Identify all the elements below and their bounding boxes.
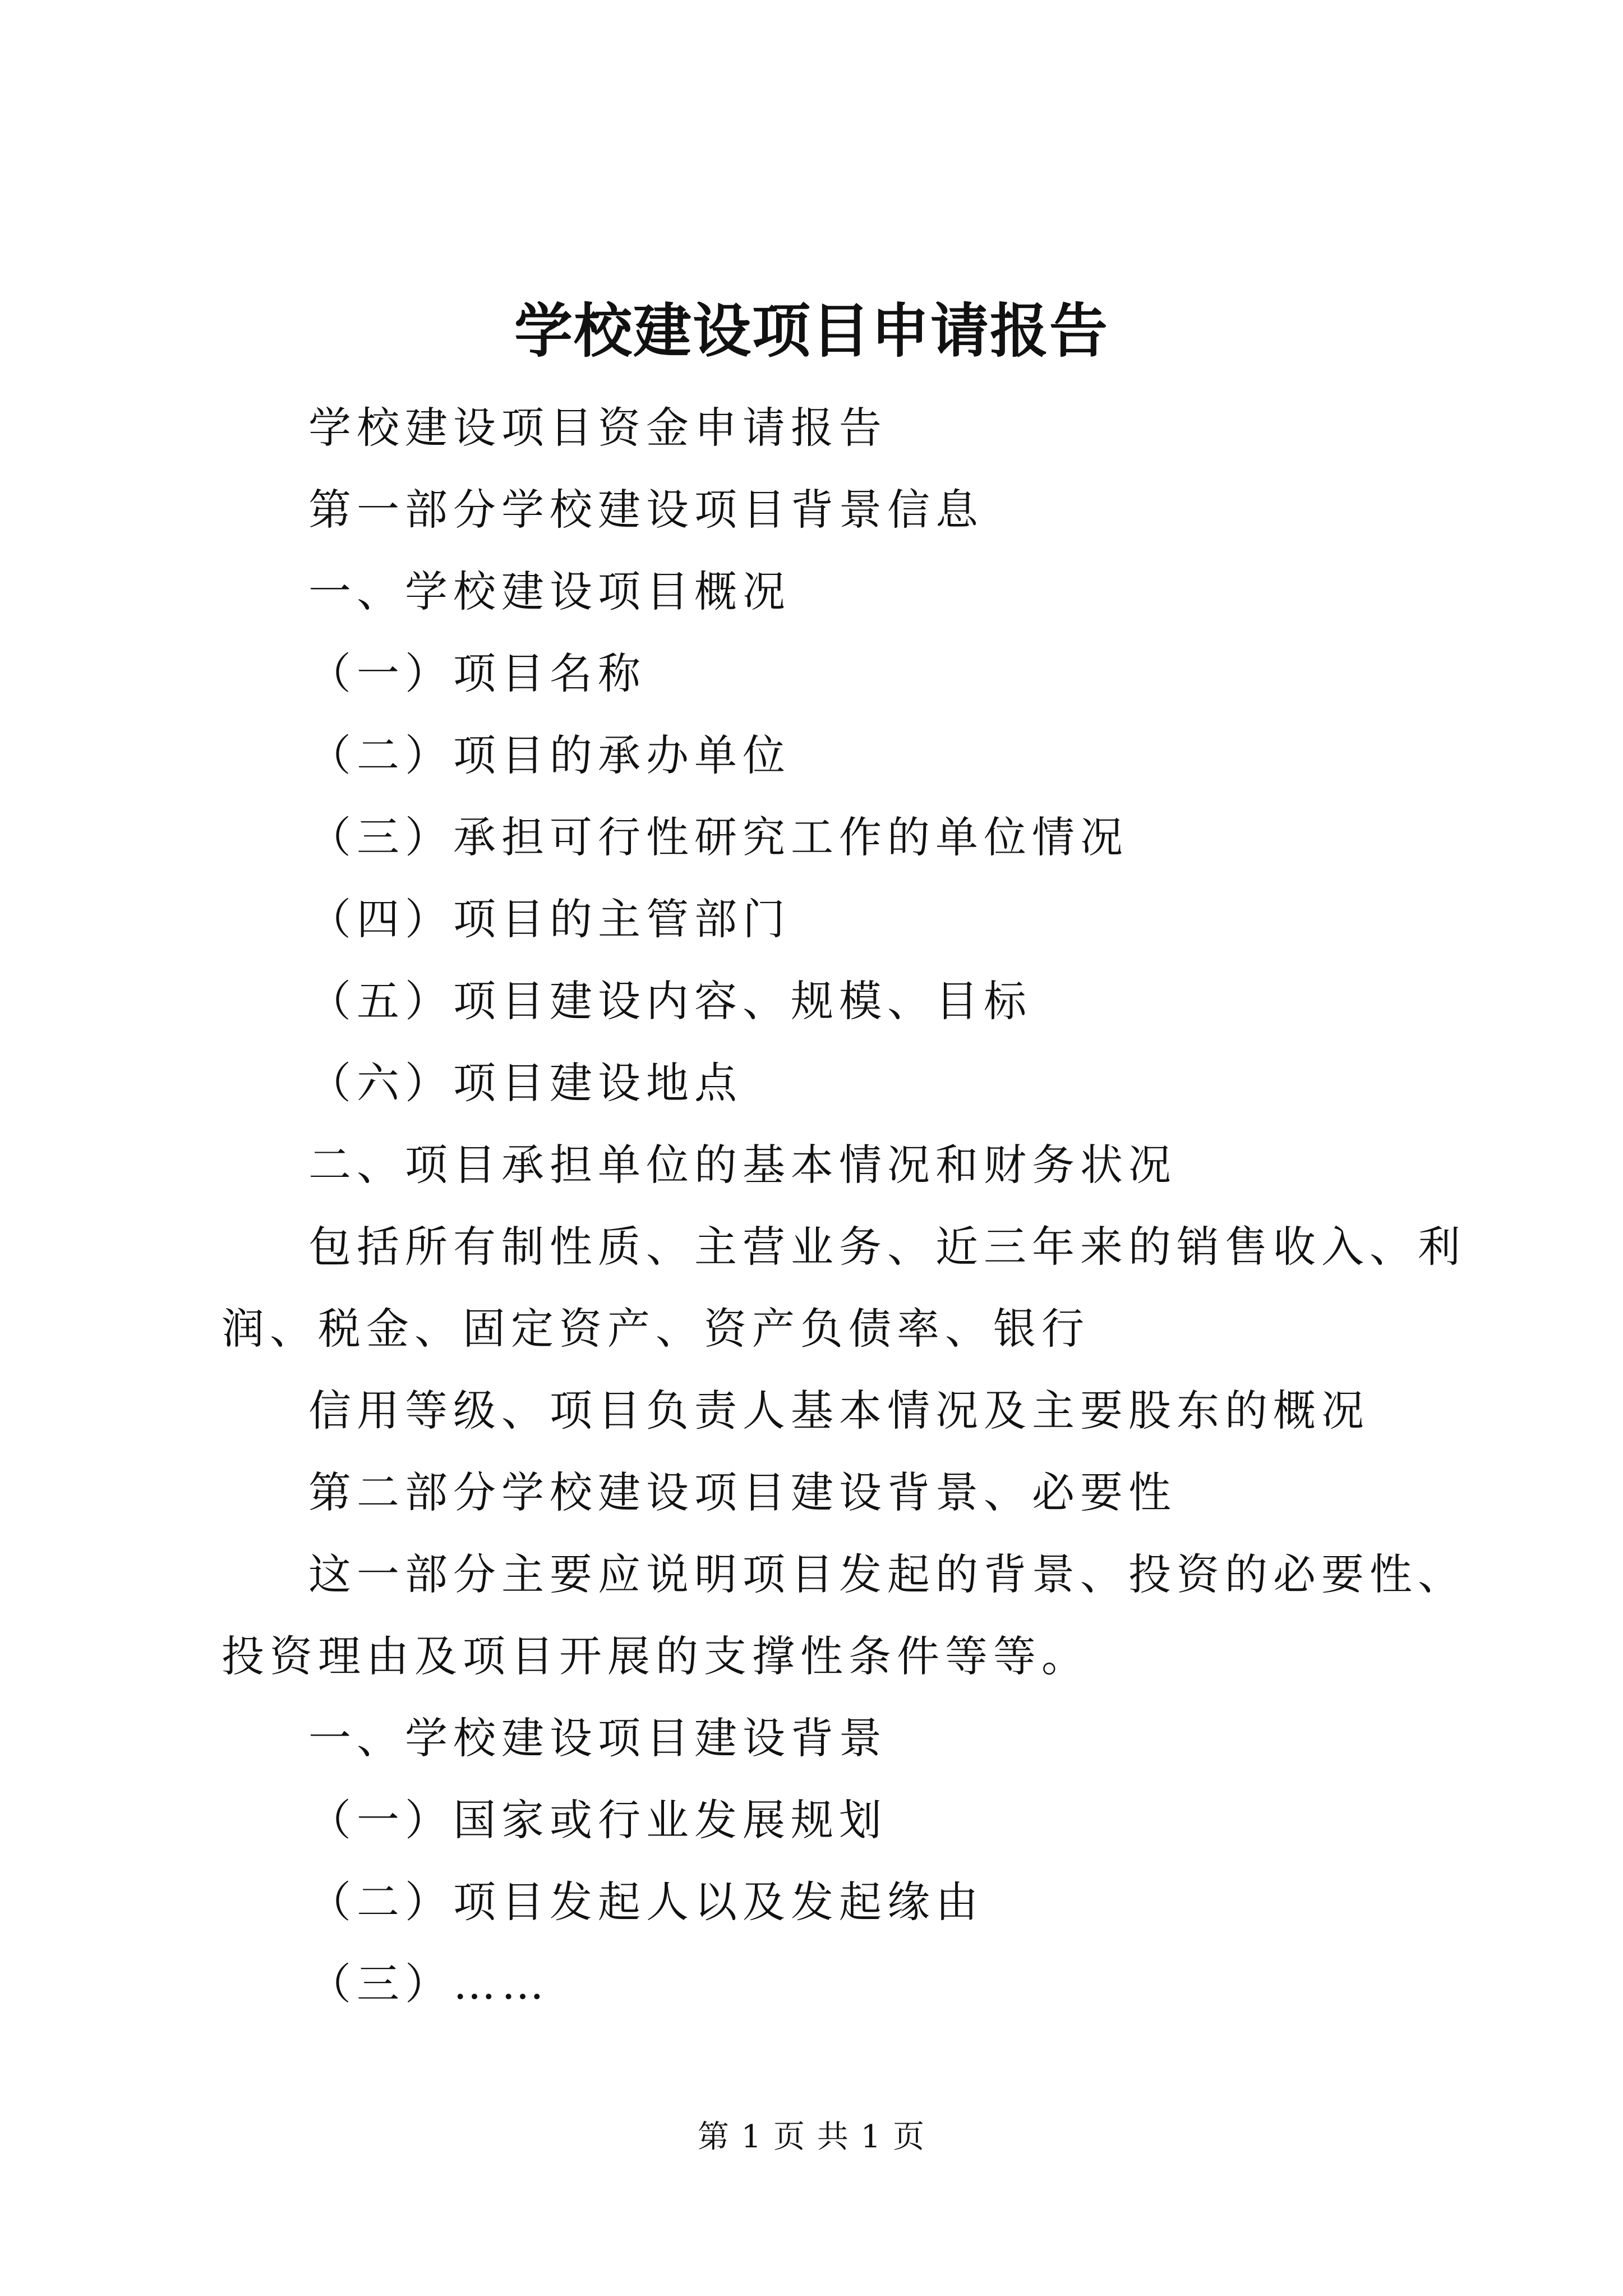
paragraph: （六）项目建设地点	[308, 1058, 743, 1108]
paragraph: （一）国家或行业发展规划	[308, 1795, 887, 1845]
paragraph: 包括所有制性质、主营业务、近三年来的销售收入、利润、税金、固定资产、资产负债率、银行	[222, 1222, 1466, 1354]
paragraph: 信用等级、项目负责人基本情况及主要股东的概况	[308, 1386, 1370, 1435]
page-footer: 第 1 页 共 1 页	[697, 2119, 926, 2155]
paragraph: （二）项目的承办单位	[308, 730, 791, 780]
paragraph: 二、项目承担单位的基本情况和财务状况	[308, 1140, 1177, 1190]
paragraph: （三）……	[308, 1959, 550, 2009]
paragraph: 这一部分主要应说明项目发起的背景、投资的必要性、投资理由及项目开展的支撑性条件等等。	[222, 1549, 1466, 1681]
paragraph: 一、学校建设项目概况	[308, 567, 791, 616]
paragraph: 学校建设项目资金申请报告	[308, 403, 887, 453]
paragraph: （五）项目建设内容、规模、目标	[308, 976, 1032, 1026]
paragraph: （一）项目名称	[308, 648, 646, 698]
document-title: 学校建设项目申请报告	[514, 296, 1109, 365]
paragraph: 一、学校建设项目建设背景	[308, 1713, 887, 1763]
paragraph: （四）项目的主管部门	[308, 894, 791, 944]
document-body	[222, 387, 1467, 2025]
paragraph: 第一部分学校建设项目背景信息	[308, 485, 984, 535]
paragraph: 第二部分学校建设项目建设背景、必要性	[308, 1467, 1177, 1517]
paragraph: （三）承担可行性研究工作的单位情况	[308, 812, 1128, 862]
paragraph: （二）项目发起人以及发起缘由	[308, 1877, 984, 1927]
